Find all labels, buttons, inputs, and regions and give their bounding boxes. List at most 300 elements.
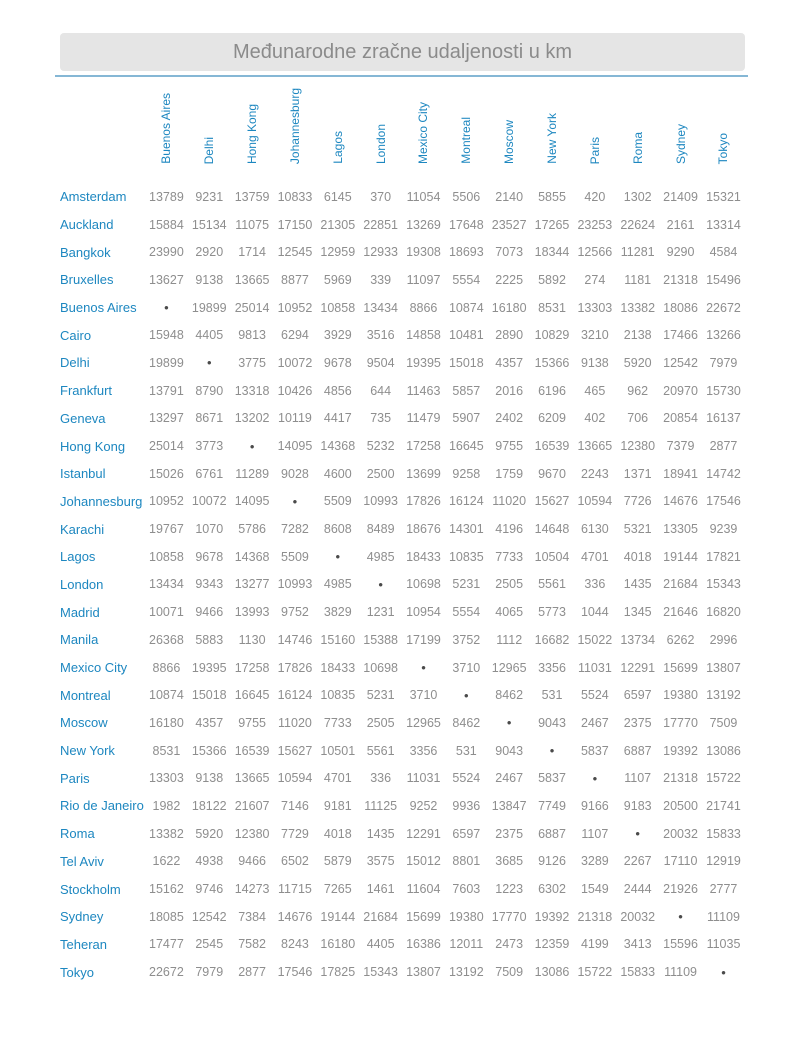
distance-cell: 13318: [234, 383, 270, 398]
distance-cell: 10835: [448, 549, 484, 564]
distance-cell: 25014: [234, 300, 270, 315]
distance-cell: 21318: [663, 272, 698, 287]
distance-cell: 5509: [281, 549, 309, 564]
distance-cell: 11109: [707, 909, 740, 924]
distance-cell: 13192: [448, 965, 484, 980]
distance-cell: 644: [370, 383, 392, 398]
distance-cell: 6502: [281, 854, 309, 869]
distance-cell: 17546: [277, 965, 313, 980]
distance-cell: 2225: [495, 272, 524, 287]
distance-cell: 18122: [191, 798, 227, 813]
distance-cell: 19144: [663, 549, 698, 564]
distance-cell: 1622: [152, 854, 181, 869]
distance-cell: 7146: [281, 798, 309, 813]
distance-cell: 13699: [406, 466, 441, 481]
row-header: Geneva: [60, 410, 106, 426]
distance-cell: 2375: [495, 826, 524, 841]
distance-cell: 19308: [406, 245, 441, 260]
distance-cell: 10426: [277, 383, 313, 398]
distance-cell: 2138: [623, 328, 652, 343]
row-header: Montreal: [60, 687, 111, 703]
distance-cell: 15627: [277, 743, 313, 758]
distance-cell: 4405: [366, 937, 395, 952]
distance-cell: 1461: [366, 882, 395, 897]
distance-cell: 16682: [534, 632, 570, 647]
table-row: [57, 598, 745, 626]
distance-cell: 7979: [709, 355, 738, 370]
distance-cell: 6209: [538, 411, 566, 426]
distance-cell: 15343: [706, 577, 741, 592]
distance-cell: 9746: [195, 882, 224, 897]
row-header: Bruxelles: [60, 272, 114, 288]
distance-cell: 14095: [277, 439, 313, 454]
distance-cell: 11125: [364, 798, 398, 813]
distance-cell: 17826: [277, 660, 313, 675]
distance-cell: 1107: [581, 826, 609, 841]
distance-cell: 15699: [406, 909, 441, 924]
distance-cell: 10833: [277, 189, 313, 204]
distance-cell: 7749: [538, 798, 566, 813]
distance-cell: 7265: [323, 882, 352, 897]
distance-cell: 11020: [492, 494, 527, 509]
column-header: Lagos: [330, 131, 345, 164]
distance-cell: 11604: [406, 882, 441, 897]
distance-cell: 2505: [495, 577, 524, 592]
distance-cell: 16180: [491, 300, 527, 315]
distance-cell: 2140: [495, 189, 524, 204]
distance-cell: 6302: [538, 882, 566, 897]
distance-cell: 11031: [577, 660, 612, 675]
distance-cell: 20032: [663, 826, 698, 841]
row-header: Roma: [60, 826, 95, 842]
distance-cell: 9752: [281, 605, 309, 620]
distance-cell: 17826: [406, 494, 441, 509]
distance-cell: 2243: [580, 466, 609, 481]
distance-cell: 15018: [448, 355, 484, 370]
distance-cell: 23253: [577, 217, 613, 232]
distance-cell: 3575: [366, 854, 395, 869]
column-header: Paris: [587, 136, 602, 164]
distance-cell: 5554: [452, 272, 481, 287]
table-row: [57, 931, 745, 959]
distance-cell: 2890: [495, 328, 524, 343]
distance-cell: 531: [455, 743, 477, 758]
distance-cell: 5837: [538, 771, 566, 786]
distance-cell: 9343: [195, 577, 224, 592]
self-distance-marker: •: [421, 660, 426, 676]
distance-cell: 15134: [191, 217, 227, 232]
table-row: [57, 543, 745, 571]
distance-cell: 2444: [623, 882, 652, 897]
distance-cell: 16180: [149, 715, 184, 730]
distance-cell: 20500: [663, 798, 698, 813]
distance-cell: 17821: [706, 549, 741, 564]
distance-cell: 14858: [406, 328, 441, 343]
distance-cell: 23527: [491, 217, 527, 232]
distance-cell: 8462: [452, 715, 481, 730]
corner-cell: [57, 83, 145, 183]
distance-cell: 6294: [281, 328, 309, 343]
distance-cell: 10072: [191, 494, 227, 509]
distance-cell: 9936: [452, 798, 481, 813]
distance-cell: 11463: [406, 383, 441, 398]
distance-cell: 5969: [323, 272, 352, 287]
distance-cell: 4199: [580, 937, 609, 952]
distance-cell: 15948: [149, 328, 184, 343]
distance-cell: 19767: [149, 522, 184, 537]
distance-cell: 8801: [452, 854, 481, 869]
row-header: Stockholm: [60, 881, 121, 897]
distance-cell: 9258: [452, 466, 481, 481]
distance-cell: 16124: [448, 494, 484, 509]
distance-cell: 10874: [149, 688, 184, 703]
distance-cell: 8489: [366, 522, 395, 537]
distance-cell: 15722: [706, 771, 741, 786]
distance-cell: 8671: [195, 411, 224, 426]
distance-cell: 9755: [495, 439, 524, 454]
table-row: [57, 405, 745, 433]
distance-cell: 5786: [238, 522, 267, 537]
distance-cell: 7733: [323, 715, 352, 730]
distance-cell: 13305: [663, 522, 698, 537]
distance-cell: 5506: [452, 189, 481, 204]
distance-cell: 12291: [620, 660, 656, 675]
distance-cell: 1982: [152, 798, 181, 813]
distance-cell: 13665: [234, 272, 270, 287]
distance-cell: 16386: [406, 937, 441, 952]
distance-cell: 18941: [663, 466, 698, 481]
distance-cell: 13993: [234, 605, 270, 620]
table-row: [57, 460, 745, 488]
distance-cell: 19144: [320, 909, 356, 924]
distance-cell: 9239: [709, 522, 738, 537]
distance-cell: 15722: [577, 965, 613, 980]
distance-cell: 3289: [580, 854, 609, 869]
distance-cell: 17648: [448, 217, 484, 232]
self-distance-marker: •: [464, 687, 469, 703]
distance-cell: 10698: [363, 660, 399, 675]
distance-cell: 14301: [448, 522, 484, 537]
distance-cell: 17150: [277, 217, 313, 232]
distance-cell: 2473: [495, 937, 524, 952]
table-row: [57, 681, 745, 709]
row-header: London: [60, 576, 104, 592]
table-row: [57, 626, 745, 654]
distance-cell: 5837: [580, 743, 609, 758]
row-header: Karachi: [60, 521, 105, 537]
distance-cell: 5907: [452, 411, 481, 426]
distance-cell: 13434: [363, 300, 399, 315]
distance-cell: 12919: [706, 854, 741, 869]
distance-cell: 370: [370, 189, 392, 204]
distance-cell: 1435: [623, 577, 652, 592]
distance-cell: 5892: [538, 272, 566, 287]
distance-cell: 10698: [406, 577, 441, 592]
self-distance-marker: •: [292, 493, 298, 509]
distance-cell: 13303: [149, 771, 184, 786]
distance-cell: 8531: [538, 300, 566, 315]
row-header: Manila: [60, 632, 99, 648]
distance-cell: 336: [370, 771, 392, 786]
distance-cell: 9252: [409, 798, 438, 813]
distance-cell: 2161: [666, 217, 695, 232]
distance-cell: 15730: [706, 383, 741, 398]
distance-cell: 7282: [281, 522, 309, 537]
distance-cell: 13789: [149, 189, 184, 204]
distance-cell: 8866: [152, 660, 181, 675]
distance-cell: 13277: [234, 577, 270, 592]
distance-cell: 19395: [406, 355, 441, 370]
distance-cell: 9678: [195, 549, 224, 564]
distance-cell: 6597: [623, 688, 652, 703]
distance-cell: 4196: [495, 522, 524, 537]
table-row: [57, 820, 745, 848]
distance-cell: 7733: [495, 549, 524, 564]
distance-cell: 13807: [706, 660, 741, 675]
distance-cell: 25014: [149, 439, 184, 454]
table-row: [57, 875, 745, 903]
distance-cell: 12965: [406, 715, 441, 730]
distance-cell: 7509: [495, 965, 524, 980]
distance-cell: 2467: [495, 771, 524, 786]
table-row: [57, 266, 745, 294]
distance-cell: 3710: [409, 688, 438, 703]
title-divider: [55, 75, 748, 77]
distance-cell: 3775: [238, 355, 267, 370]
self-distance-marker: •: [635, 826, 640, 842]
distance-cell: 13734: [620, 632, 656, 647]
distance-cell: 14368: [320, 439, 356, 454]
distance-cell: 13382: [149, 826, 184, 841]
distance-cell: 1759: [495, 466, 524, 481]
distance-cell: 14746: [277, 632, 313, 647]
distance-cell: 17825: [320, 965, 356, 980]
column-header: Tokyo: [716, 132, 731, 164]
distance-cell: 10952: [277, 300, 313, 315]
distance-cell: 15627: [534, 494, 570, 509]
distance-cell: 7603: [452, 882, 481, 897]
distance-cell: 1223: [495, 882, 524, 897]
distance-cell: 10874: [448, 300, 484, 315]
distance-cell: 21318: [663, 771, 698, 786]
row-header: Paris: [60, 770, 90, 786]
column-header: London: [373, 123, 388, 164]
distance-cell: 4357: [195, 715, 224, 730]
distance-cell: 3413: [623, 937, 652, 952]
distance-cell: 4600: [323, 466, 352, 481]
table-row: [57, 848, 745, 876]
distance-cell: 5857: [452, 383, 481, 398]
distance-cell: 21318: [577, 909, 613, 924]
distance-cell: 13086: [706, 743, 741, 758]
table-row: [57, 958, 745, 986]
distance-cell: 12359: [534, 937, 570, 952]
distance-cell: 2996: [709, 632, 738, 647]
distance-cell: 4018: [623, 549, 652, 564]
distance-cell: 5231: [366, 688, 395, 703]
distance-cell: 8531: [152, 743, 181, 758]
distance-cell: 16645: [234, 688, 270, 703]
distance-cell: 6145: [323, 189, 352, 204]
distance-cell: 15884: [149, 217, 184, 232]
distance-cell: 15022: [577, 632, 613, 647]
distance-cell: 15366: [191, 743, 227, 758]
distance-cell: 7384: [238, 909, 267, 924]
distance-cell: 339: [370, 272, 392, 287]
distance-cell: 1714: [238, 245, 267, 260]
distance-cell: 11479: [406, 411, 441, 426]
table-row: [57, 321, 745, 349]
distance-cell: 9138: [195, 272, 224, 287]
column-header: Johannesburg: [287, 87, 302, 164]
distance-cell: 9678: [323, 355, 352, 370]
self-distance-marker: •: [549, 743, 555, 759]
distance-cell: 4357: [495, 355, 524, 370]
distance-cell: 13627: [149, 272, 184, 287]
distance-cell: 10858: [149, 549, 184, 564]
distance-cell: 15833: [620, 965, 656, 980]
distance-cell: 18676: [406, 522, 441, 537]
distance-cell: 13303: [577, 300, 613, 315]
distance-cell: 10954: [406, 605, 441, 620]
table-row: [57, 211, 745, 239]
row-header: Johannesburg: [60, 493, 143, 509]
distance-cell: 13086: [534, 965, 570, 980]
table-row: [57, 515, 745, 543]
distance-cell: 15366: [534, 355, 570, 370]
distance-cell: 15596: [663, 937, 698, 952]
self-distance-marker: •: [249, 438, 255, 454]
distance-cell: 2267: [623, 854, 652, 869]
distance-cell: 22851: [363, 217, 399, 232]
distance-cell: 10594: [277, 771, 313, 786]
distance-cell: 17466: [663, 328, 698, 343]
distance-cell: 19395: [191, 660, 227, 675]
row-header: Istanbul: [60, 466, 106, 482]
distance-cell: 7979: [195, 965, 224, 980]
distance-cell: 706: [627, 411, 649, 426]
column-header-row: [57, 83, 745, 183]
self-distance-marker: •: [678, 909, 683, 925]
distance-cell: 6887: [538, 826, 566, 841]
distance-cell: 20032: [620, 909, 656, 924]
distance-cell: 2920: [195, 245, 224, 260]
distance-cell: 21305: [320, 217, 356, 232]
distance-cell: 5524: [580, 688, 609, 703]
distance-cell: 12011: [449, 937, 484, 952]
distance-cell: 26368: [149, 632, 184, 647]
self-distance-marker: •: [335, 549, 341, 565]
distance-cell: 17199: [406, 632, 441, 647]
distance-cell: 12380: [620, 439, 656, 454]
distance-cell: 13791: [149, 383, 184, 398]
distance-cell: 6262: [666, 632, 695, 647]
distance-cell: 274: [584, 272, 606, 287]
distance-cell: 5920: [195, 826, 224, 841]
distance-cell: 336: [584, 577, 606, 592]
distance-cell: 9290: [666, 245, 695, 260]
distance-cell: 19899: [149, 355, 184, 370]
row-header: Moscow: [60, 715, 108, 731]
distance-cell: 10829: [534, 328, 570, 343]
distance-cell: 9138: [580, 355, 609, 370]
distance-cell: 16820: [706, 605, 741, 620]
distance-cell: 2505: [366, 715, 395, 730]
distance-cell: 15012: [406, 854, 441, 869]
distance-cell: 4985: [323, 577, 352, 592]
row-header: Delhi: [60, 355, 90, 371]
row-header: Cairo: [60, 327, 92, 343]
distance-cell: 4417: [323, 411, 352, 426]
column-header: Montreal: [459, 117, 474, 164]
distance-cell: 5232: [366, 439, 395, 454]
distance-cell: 16539: [534, 439, 570, 454]
distance-cell: 11281: [620, 245, 655, 260]
distance-cell: 21684: [363, 909, 399, 924]
distance-cell: 3356: [538, 660, 566, 675]
column-header: New York: [545, 113, 560, 164]
distance-cell: 465: [584, 383, 606, 398]
distance-cell: 17546: [706, 494, 741, 509]
distance-cell: 4938: [195, 854, 224, 869]
distance-cell: 9138: [195, 771, 224, 786]
table-row: [57, 571, 745, 599]
column-header: Mexico City: [416, 101, 431, 164]
distance-cell: 15026: [149, 466, 184, 481]
distance-cell: 2877: [238, 965, 267, 980]
column-header: Sydney: [673, 123, 688, 164]
distance-cell: 1181: [624, 272, 652, 287]
self-distance-marker: •: [378, 576, 383, 592]
distance-cell: 9813: [238, 328, 267, 343]
distance-cell: 17258: [234, 660, 270, 675]
distance-cell: 2016: [495, 383, 524, 398]
distance-cell: 9028: [281, 466, 309, 481]
distance-cell: 8877: [281, 272, 309, 287]
table-row: [57, 709, 745, 737]
distance-cell: 7729: [281, 826, 309, 841]
distance-cell: 15496: [706, 272, 741, 287]
distance-cell: 1371: [623, 466, 652, 481]
distance-cell: 6130: [580, 522, 609, 537]
row-header: Frankfurt: [60, 383, 113, 399]
distance-cell: 22624: [620, 217, 656, 232]
distance-cell: 23990: [149, 245, 184, 260]
distance-cell: 1130: [238, 632, 266, 647]
distance-cell: 17770: [491, 909, 527, 924]
distance-cell: 3685: [495, 854, 524, 869]
row-header: Amsterdam: [60, 189, 127, 205]
distance-cell: 15388: [363, 632, 399, 647]
distance-cell: 5231: [452, 577, 481, 592]
distance-cell: 9166: [580, 798, 609, 813]
distance-cell: 13847: [491, 798, 527, 813]
distance-cell: 12566: [577, 245, 613, 260]
distance-cell: 962: [627, 383, 649, 398]
distance-cell: 19392: [534, 909, 570, 924]
distance-cell: 10993: [277, 577, 313, 592]
distance-cell: 9181: [323, 798, 352, 813]
distance-cell: 8866: [409, 300, 438, 315]
table-row: [57, 654, 745, 682]
distance-cell: 10993: [363, 494, 399, 509]
distance-cell: 6761: [195, 466, 224, 481]
self-distance-marker: •: [506, 715, 512, 731]
distance-cell: 11020: [278, 715, 312, 730]
distance-cell: 14676: [663, 494, 698, 509]
distance-cell: 13665: [577, 439, 613, 454]
distance-cell: 10952: [149, 494, 184, 509]
